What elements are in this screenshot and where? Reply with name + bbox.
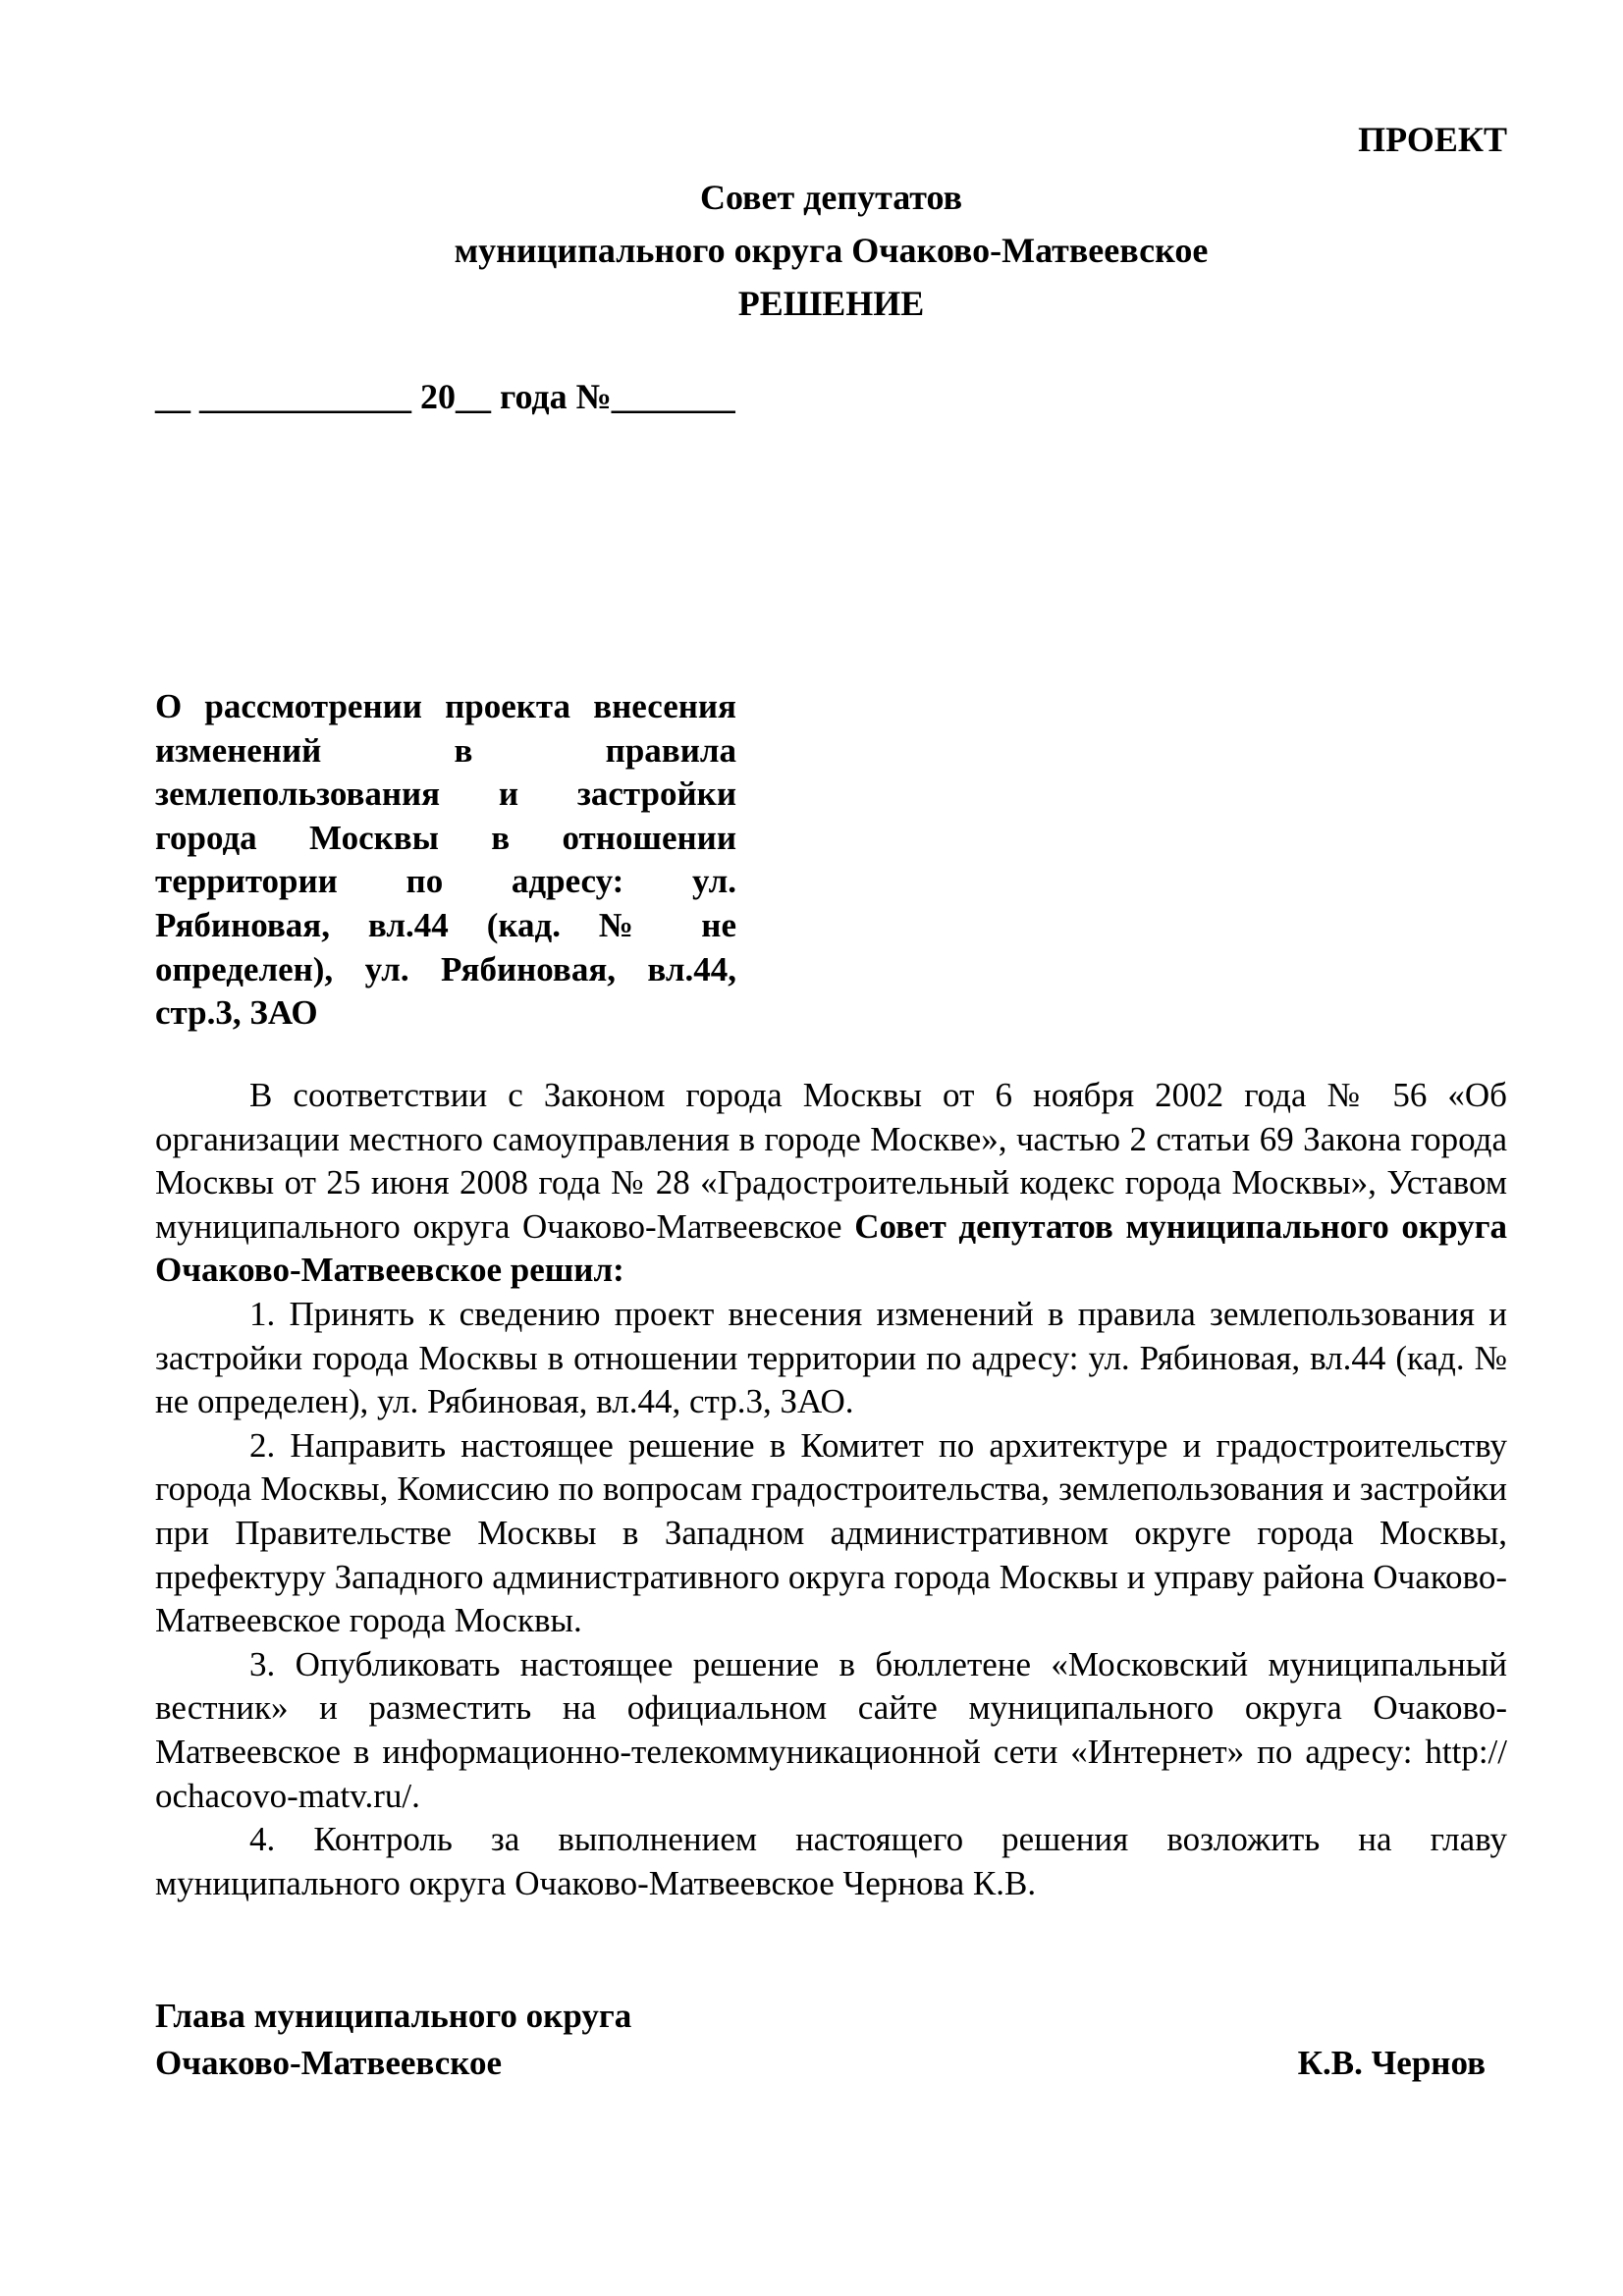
signatory-name: К.В. Чернов xyxy=(1297,2044,1486,2082)
date-number-line: __ ____________ 20__ года №_______ xyxy=(155,377,735,416)
draft-stamp: ПРОЕКТ xyxy=(1358,120,1507,159)
council-name: Совет депутатов xyxy=(699,178,963,217)
decision-item-2: 2. Направить настоящее решение в Комитет по архитектуре и градостроительству города Москвы, Комиссию по вопросам градостроительства, землепользования и застройки при Правительстве Москвы в Западном административном округе города Москвы, префектуру Западного административного округа города Москвы и управу района Очаково-Матвеевское города Москвы. xyxy=(155,1425,1507,1640)
decision-item-4: 4. Контроль за выполнением настоящего решения возложить на главу муниципального округа Очаково-Матвеевское Чернова К.В. xyxy=(155,1820,1507,1902)
preamble-resolution: Совет депутатов муниципального округа Очаково-Матвеевское решил: xyxy=(155,1206,1507,1290)
preamble-paragraph xyxy=(155,1074,1507,1293)
decision-body xyxy=(155,1074,1507,1905)
decision-subject: О рассмотрении проекта внесения изменений в правила землепользования и застройки города Москвы в отношении территории по адресу: ул. Рябиновая, вл.44 (кад. № не определен), ул. Рябиновая, вл.44, стр.3, ЗАО xyxy=(155,687,736,1033)
signature-name-row xyxy=(155,2040,1486,2087)
signature-title-row xyxy=(155,1993,1486,2040)
signature-block xyxy=(155,1993,1486,2087)
decision-item-1: 1. Принять к сведению проект внесения изменений в правила землепользования и застройки города Москвы в отношении территории по адресу: ул. Рябиновая, вл.44 (кад. № не определен), ул. Рябиновая, вл.44, стр.3, ЗАО. xyxy=(155,1294,1507,1421)
signatory-title-line1: Глава муниципального округа xyxy=(155,1997,632,2035)
preamble-text: В соответствии с Законом города Москвы от 6 ноября 2002 года № 56 «Об организации местного самоуправления в городе Москве», частью 2 статьи 69 Закона города Москвы от 25 июня 2008 года № 28 «Градостроительный кодекс города Москвы», Уставом муниципального округа Очаково-Матвеевское xyxy=(155,1076,1507,1246)
document-header xyxy=(155,171,1507,330)
signatory-title-line2: Очаково-Матвеевское xyxy=(155,2044,503,2082)
document-type: РЕШЕНИЕ xyxy=(737,284,925,323)
district-name: муниципального округа Очаково-Матвеевское xyxy=(454,231,1209,270)
decision-item-3: 3. Опубликовать настоящее решение в бюллетене «Московский муниципальный вестник» и разместить на официальном сайте муниципального округа Очаково-Матвеевское в информационно-телекоммуникационной сети «Интернет» по адресу: http:// ochacovo-matv.ru/. xyxy=(155,1644,1507,1815)
